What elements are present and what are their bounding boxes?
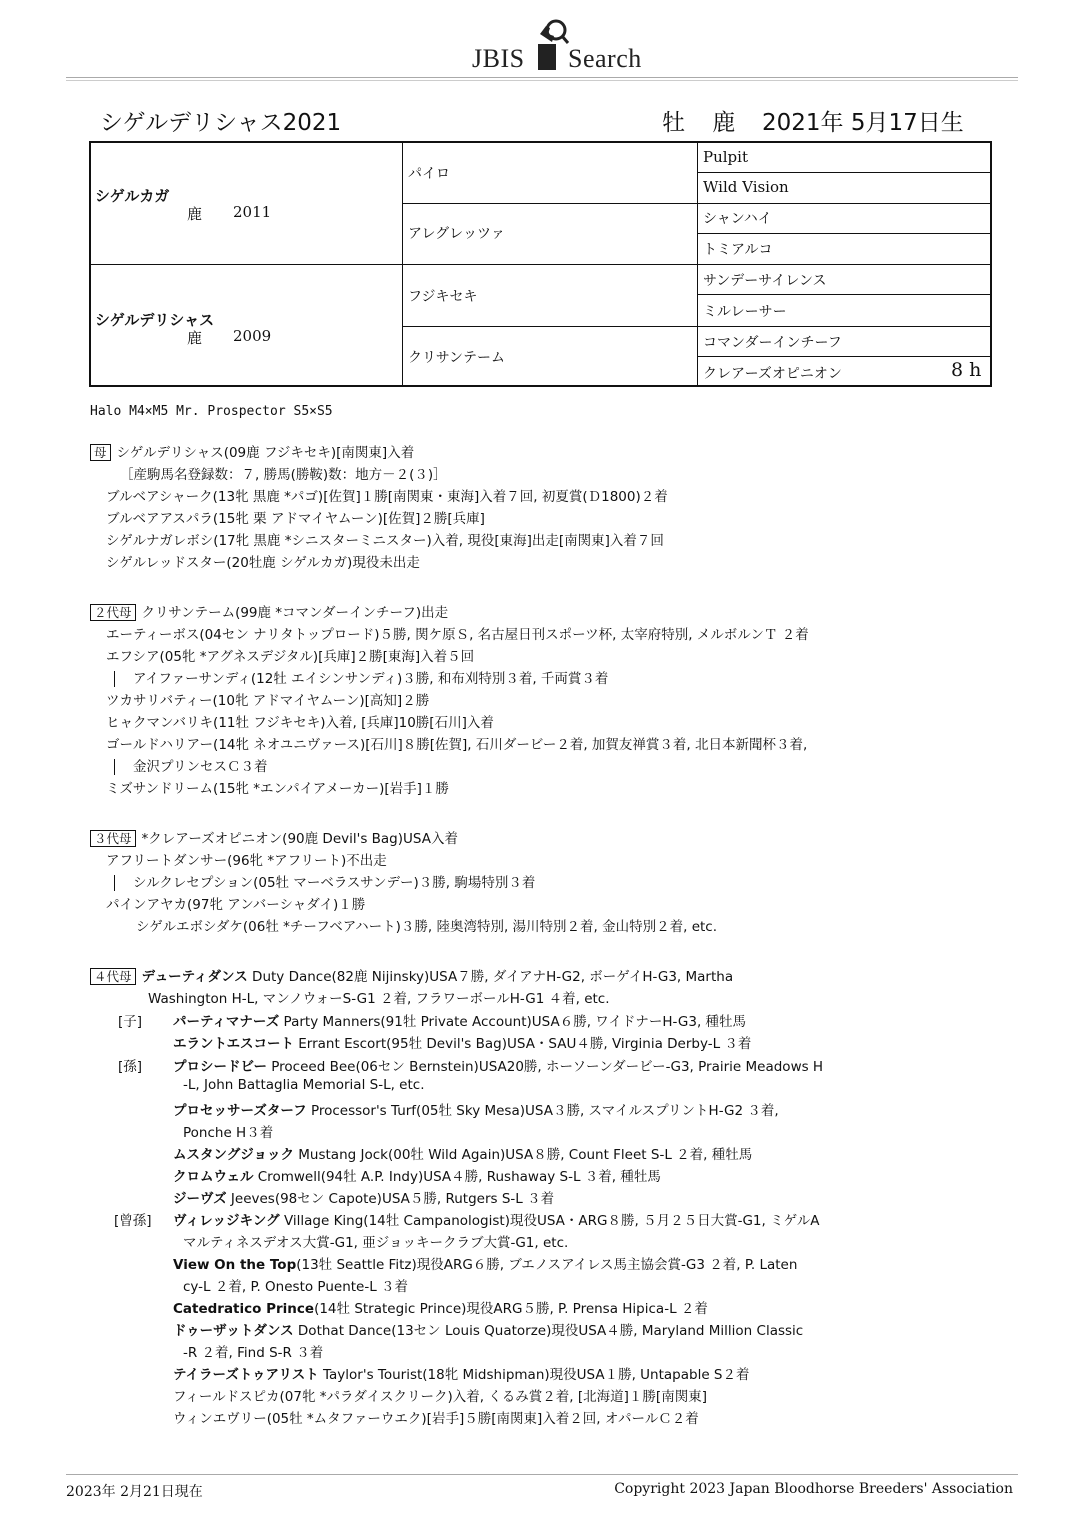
g3-ancestor-5: サンデーサイレンス xyxy=(703,273,827,289)
pedigree-table xyxy=(89,141,992,387)
g4-tag-great: [曾孫] xyxy=(114,1213,152,1229)
g3-ancestor-7: コマンダーインチーフ xyxy=(703,335,842,351)
g4-section-head: ４代母 デューティダンス Duty Dance(82鹿 Nijinsky)USA７勝, ダイアナH-G2, ボーゲイH-G3, Martha xyxy=(90,965,733,985)
header-rule-2 xyxy=(66,80,1018,81)
g2-section-line-0: ２代母 クリサンテーム(99鹿 *コマンダーインチーフ)出走 xyxy=(90,601,448,621)
g4-entry-5: Ponche H３着 xyxy=(183,1125,274,1141)
sire-name: シゲルカガ xyxy=(95,187,170,205)
sire-color: 鹿 xyxy=(187,205,203,223)
g4-entry-16: テイラーズトゥアリスト Taylor's Tourist(18牝 Midshipman)現役USA１勝, Untapable S２着 xyxy=(173,1367,750,1383)
dam-section-line-0: 母 シゲルデリシャス(09鹿 フジキセキ)[南関東]入着 xyxy=(90,441,414,461)
g3-ancestor-2: Wild Vision xyxy=(703,178,789,196)
dam-year: 2009 xyxy=(233,327,272,345)
dam-section-line-2: ブルベアシャーク(13牝 黒鹿 *パゴ)[佐賀]１勝[南関東・東海]入着７回, 初夏賞(Ｄ1800)２着 xyxy=(106,489,668,505)
g3-ancestor-1: Pulpit xyxy=(703,148,748,166)
family-number: 8 h xyxy=(951,359,982,381)
inbreeding-note: Halo M4×M5 Mr. Prospector S5×S5 xyxy=(90,404,333,419)
dam-section-line-4: シゲルナガレボシ(17牝 黒鹿 *シニスターミニスター)入着, 現役[東海]出走[南関東]入着７回 xyxy=(106,533,664,549)
g3-ancestor-4: トミアルコ xyxy=(703,242,773,258)
g4-entry-7: クロムウェル Cromwell(94牡 A.P. Indy)USA４勝, Rushaway S-L ３着, 種牡馬 xyxy=(173,1169,661,1185)
jbis-search-logo xyxy=(470,14,640,74)
logo-text-jbis: JBIS xyxy=(472,44,525,73)
g3-section-line-0: ３代母 *クレアーズオピニオン(90鹿 Devil's Bag)USA入着 xyxy=(90,827,458,847)
g3-ancestor-6: ミルレーサー xyxy=(703,304,787,320)
g4-section-head-cont: Washington H-L, マンノウォーS-G1 ２着, フラワーボールH-G1 ４着, etc. xyxy=(148,991,610,1007)
g4-entry-12: cy-L ２着, P. Onesto Puente-L ３着 xyxy=(183,1279,409,1295)
sire-sire: パイロ xyxy=(408,166,450,182)
dam-color: 鹿 xyxy=(187,329,203,347)
g3-section-line-4: シゲルエボシダケ(06牡 *チーフベアハート)３勝, 陸奥湾特別, 湯川特別２着, 金山特別２着, etc. xyxy=(136,919,718,935)
g4-entry-10: マルティネスデオス大賞-G1, 亜ジョッキークラブ大賞-G1, etc. xyxy=(183,1235,569,1251)
g3-section-line-3: パインアヤカ(97牝 アンバーシャダイ)１勝 xyxy=(106,897,366,913)
horse-sex-color: 牡 鹿 xyxy=(662,110,746,136)
dam-sire: フジキセキ xyxy=(408,289,478,305)
dam-dam: クリサンテーム xyxy=(408,350,506,366)
dam-name: シゲルデリシャス xyxy=(95,311,215,329)
g2-section-line-1: エーティーボス(04セン ナリタトップロード)５勝, 関ケ原Ｓ, 名古屋日刊スポーツ杯, 太宰府特別, メルボルンＴ ２着 xyxy=(106,627,809,643)
g4-entry-13: Catedratico Prince(14牡 Strategic Prince)現役ARG５勝, P. Prensa Hipica-L ２着 xyxy=(173,1301,708,1317)
g3-section-line-1: アフリートダンサー(96牝 *アフリート)不出走 xyxy=(106,853,387,869)
horse-name: シゲルデリシャス2021 xyxy=(100,110,342,136)
sire-year: 2011 xyxy=(233,203,272,221)
g4-entry-6: ムスタングジョック Mustang Jock(00牡 Wild Again)USA８勝, Count Fleet S-L ２着, 種牡馬 xyxy=(173,1147,753,1163)
g4-entry-0: パーティマナーズ Party Manners(91牡 Private Account)USA６勝, ワイドナーH-G3, 種牡馬 xyxy=(173,1014,747,1030)
sire-dam: アレグレッツァ xyxy=(408,226,505,242)
footer-copyright: Copyright 2023 Japan Bloodhorse Breeders' Association xyxy=(614,1481,1013,1497)
g4-tag-child: [子] xyxy=(118,1014,143,1030)
g4-entry-11: View On the Top(13牡 Seattle Fitz)現役ARG６勝, ブエノスアイレス馬主協会賞-G3 ２着, P. Laten xyxy=(173,1257,798,1273)
g4-entry-15: -R ２着, Find S-R ３着 xyxy=(183,1345,324,1361)
g4-entry-14: ドゥーザットダンス Dothat Dance(13セン Louis Quatorze)現役USA４勝, Maryland Million Classic xyxy=(173,1323,804,1339)
g4-entry-8: ジーヴズ Jeeves(98セン Capote)USA５勝, Rutgers S-L ３着 xyxy=(173,1191,555,1207)
g2-section-line-5: ヒャクマンバリキ(11牡 フジキセキ)入着, [兵庫]10勝[石川]入着 xyxy=(106,715,494,731)
g2-section-line-8: ミズサンドリーム(15牝 *エンパイアメーカー)[岩手]１勝 xyxy=(106,781,449,797)
dam-section-line-3: ブルベアアスパラ(15牝 栗 アドマイヤムーン)[佐賀]２勝[兵庫] xyxy=(106,511,485,527)
section-label-g4: ４代母 xyxy=(90,968,136,985)
g3-ancestor-3: シャンハイ xyxy=(703,211,772,227)
header-rule xyxy=(66,77,1018,78)
g2-section-line-3: アイファーサンディ(12牡 エイシンサンディ)３勝, 和布刈特別３着, 千両賞３着 xyxy=(114,667,608,687)
g4-entry-4: プロセッサーズターフ Processor's Turf(05牡 Sky Mesa)USA３勝, スマイルスプリントH-G2 ３着, xyxy=(173,1103,779,1119)
horse-birthdate: 2021年 5月17日生 xyxy=(762,110,964,136)
g4-entry-3: -L, John Battaglia Memorial S-L, etc. xyxy=(183,1077,425,1093)
logo-text-search: Search xyxy=(568,44,642,73)
footer-rule xyxy=(66,1474,1018,1475)
g2-section-line-6: ゴールドハリアー(14牝 ネオユニヴァース)[石川]８勝[佐賀], 石川ダービー２着, 加賀友禅賞３着, 北日本新聞杯３着, xyxy=(106,737,808,753)
g4-entry-17: フィールドスピカ(07牝 *パラダイスクリーク)入着, くるみ賞２着, [北海道]１勝[南関東] xyxy=(173,1389,707,1405)
section-label-g3: ３代母 xyxy=(90,830,136,847)
g3-ancestor-8: クレアーズオピニオン xyxy=(703,366,842,382)
dam-section-line-1: ［産駒馬名登録数：７, 勝馬(勝鞍)数：地方－２(３)］ xyxy=(120,467,447,483)
g4-tag-grandchild: [孫] xyxy=(118,1059,143,1075)
g4-entry-18: ウィンエヴリー(05牡 *ムタファーウエク)[岩手]５勝[南関東]入着２回, オパールＣ２着 xyxy=(173,1411,699,1427)
footer-date: 2023年 2月21日現在 xyxy=(66,1484,203,1500)
g2-section-line-2: エフシア(05牝 *アグネスデジタル)[兵庫]２勝[東海]入着５回 xyxy=(106,649,475,665)
dam-section-line-5: シゲルレッドスター(20牡鹿 シゲルカガ)現役未出走 xyxy=(106,555,420,571)
g4-entry-9: ヴィレッジキング Village King(14牡 Campanologist)現役USA・ARG８勝, ５月２５日大賞-G1, ミゲルA xyxy=(173,1213,820,1229)
g3-section-line-2: シルクレセプション(05牡 マーベラスサンデー)３勝, 駒場特別３着 xyxy=(114,871,535,891)
section-label-g2: ２代母 xyxy=(90,604,136,621)
horse-bucket-icon xyxy=(534,16,570,72)
g4-entry-2: プロシードビー Proceed Bee(06セン Bernstein)USA20勝, ホーソーンダービー-G3, Prairie Meadows H xyxy=(173,1059,824,1075)
g2-section-line-7: 金沢プリンセスＣ３着 xyxy=(114,755,267,775)
g4-entry-1: エラントエスコート Errant Escort(95牡 Devil's Bag)USA・SAU４勝, Virginia Derby-L ３着 xyxy=(173,1036,752,1052)
section-label-dam: 母 xyxy=(90,444,111,461)
g2-section-line-4: ツカサリバティー(10牝 アドマイヤムーン)[高知]２勝 xyxy=(106,693,430,709)
